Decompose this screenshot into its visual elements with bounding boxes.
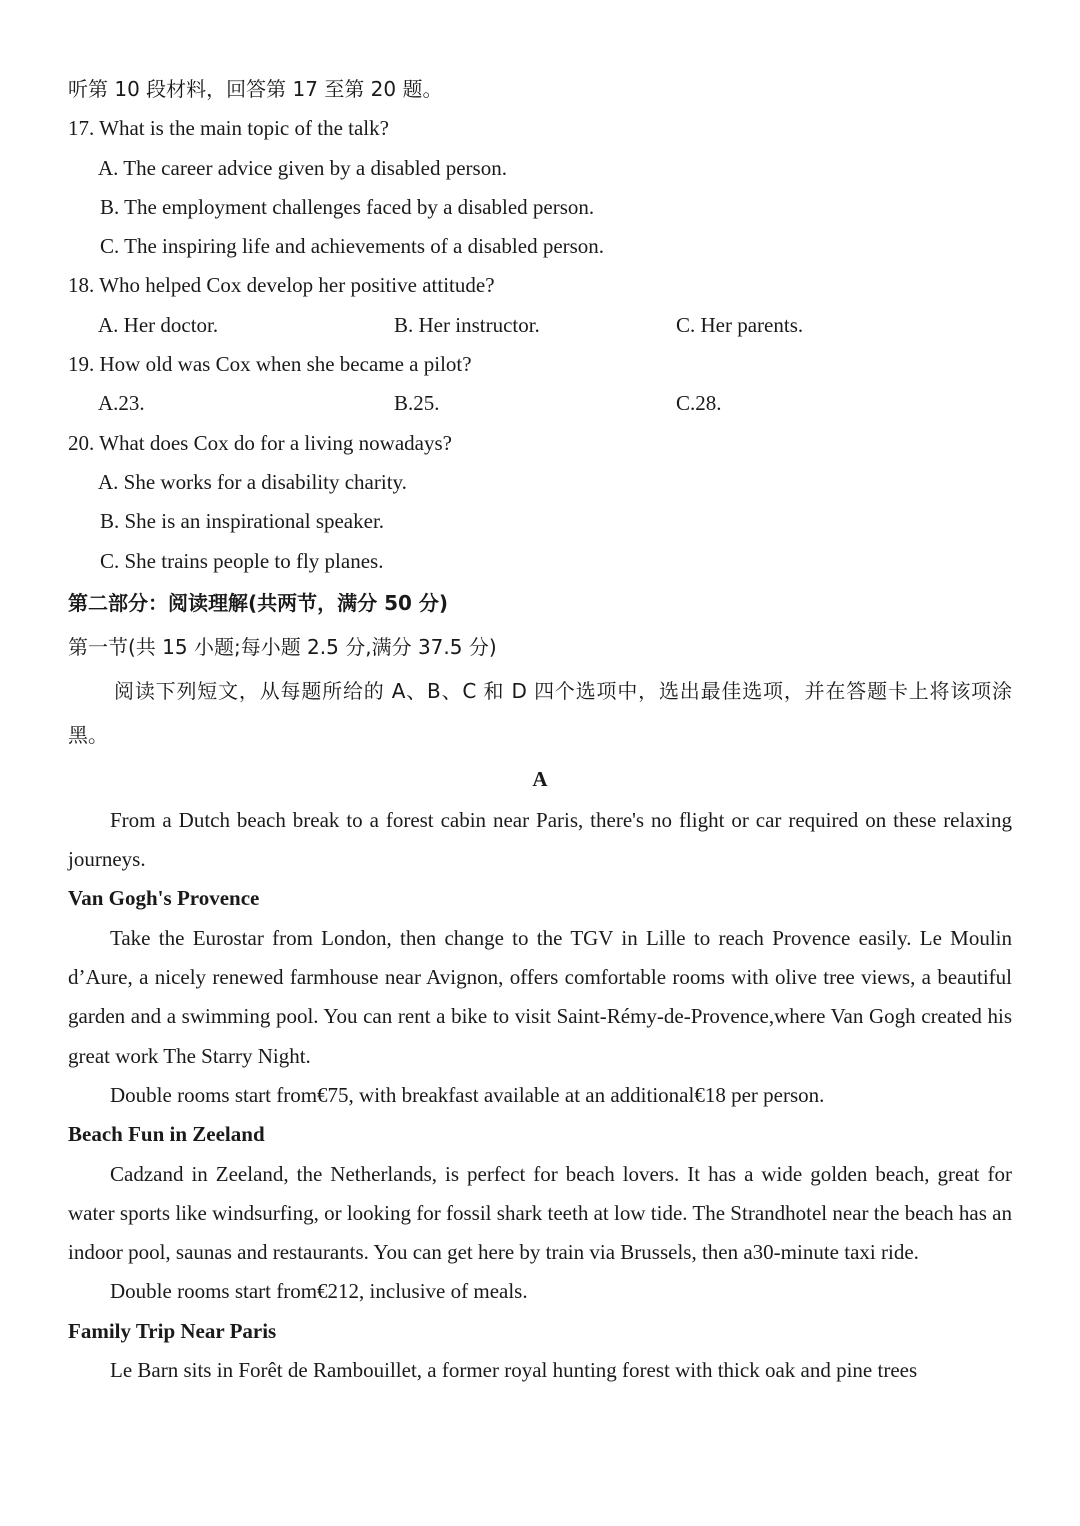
question-17-stem: 17. What is the main topic of the talk? <box>68 116 389 141</box>
question-17-option-a: A. The career advice given by a disabled person. <box>98 155 507 180</box>
section-heading: Family Trip Near Paris <box>68 1318 277 1343</box>
section-body: Cadzand in Zeeland, the Netherlands, is perfect for beach lovers. It has a wide golden beach, great for water sports like windsurfing, or looking for fossil shark teeth at low tide. The Strandhotel near the beach has an indoor pool, saunas and restaurants. You can get here by train via Brussels, then a30-minute taxi ride. <box>68 1161 1012 1265</box>
question-19-option-b: B.25. <box>394 391 440 416</box>
question-17-option-b: B. The employment challenges faced by a disabled person. <box>100 194 595 219</box>
question-18-option-a: A. Her doctor. <box>98 312 219 337</box>
question-19-option-c: C.28. <box>676 391 722 416</box>
question-20-option-b: B. She is an inspirational speaker. <box>100 509 385 534</box>
passage-intro: From a Dutch beach break to a forest cabin near Paris, there's no flight or car required on these relaxing journeys. <box>68 807 1012 872</box>
question-17-option-c: C. The inspiring life and achievements of a disabled person. <box>100 234 605 259</box>
listening-intro: 听第 10 段材料，回答第 17 至第 20 题。 <box>68 77 443 101</box>
section-body: Le Barn sits in Forêt de Rambouillet, a former royal hunting forest with thick oak and pine trees <box>110 1358 918 1383</box>
passage-label: A <box>532 766 548 791</box>
part2-instruction: 阅读下列短文，从每题所给的 A、B、C 和 D 四个选项中，选出最佳选项，并在答题卡上将该项涂黑。 <box>68 678 1012 747</box>
question-19-options <box>68 384 1012 423</box>
exam-page <box>68 70 1012 1390</box>
section-heading: Beach Fun in Zeeland <box>68 1122 265 1147</box>
part2-title: 第二部分：阅读理解(共两节，满分 50 分) <box>68 590 449 615</box>
section-heading: Van Gogh's Provence <box>68 886 260 911</box>
question-20-option-a: A. She works for a disability charity. <box>98 469 407 494</box>
question-20-stem: 20. What does Cox do for a living nowadays? <box>68 430 452 455</box>
question-18-option-c: C. Her parents. <box>676 312 804 337</box>
question-19-option-a: A.23. <box>98 391 145 416</box>
part2-section1: 第一节(共 15 小题;每小题 2.5 分,满分 37.5 分) <box>68 634 497 659</box>
question-18-options <box>68 306 1012 345</box>
section-price: Double rooms start from€75, with breakfast available at an additional€18 per person. <box>110 1082 825 1107</box>
question-19-stem: 19. How old was Cox when she became a pilot? <box>68 352 472 377</box>
section-price: Double rooms start from€212, inclusive of meals. <box>110 1279 528 1304</box>
question-20-option-c: C. She trains people to fly planes. <box>100 548 384 573</box>
section-body: Take the Eurostar from London, then change to the TGV in Lille to reach Provence easily. Le Moulin d’Aure, a nicely renewed farmhouse near Avignon, offers comfortable rooms with olive tree views, a beautiful garden and a swimming pool. You can rent a bike to visit Saint-Rémy-de-Provence,where Van Gogh created his great work The Starry Night. <box>68 925 1012 1068</box>
question-18-option-b: B. Her instructor. <box>394 312 540 337</box>
question-18-stem: 18. Who helped Cox develop her positive attitude? <box>68 273 495 298</box>
